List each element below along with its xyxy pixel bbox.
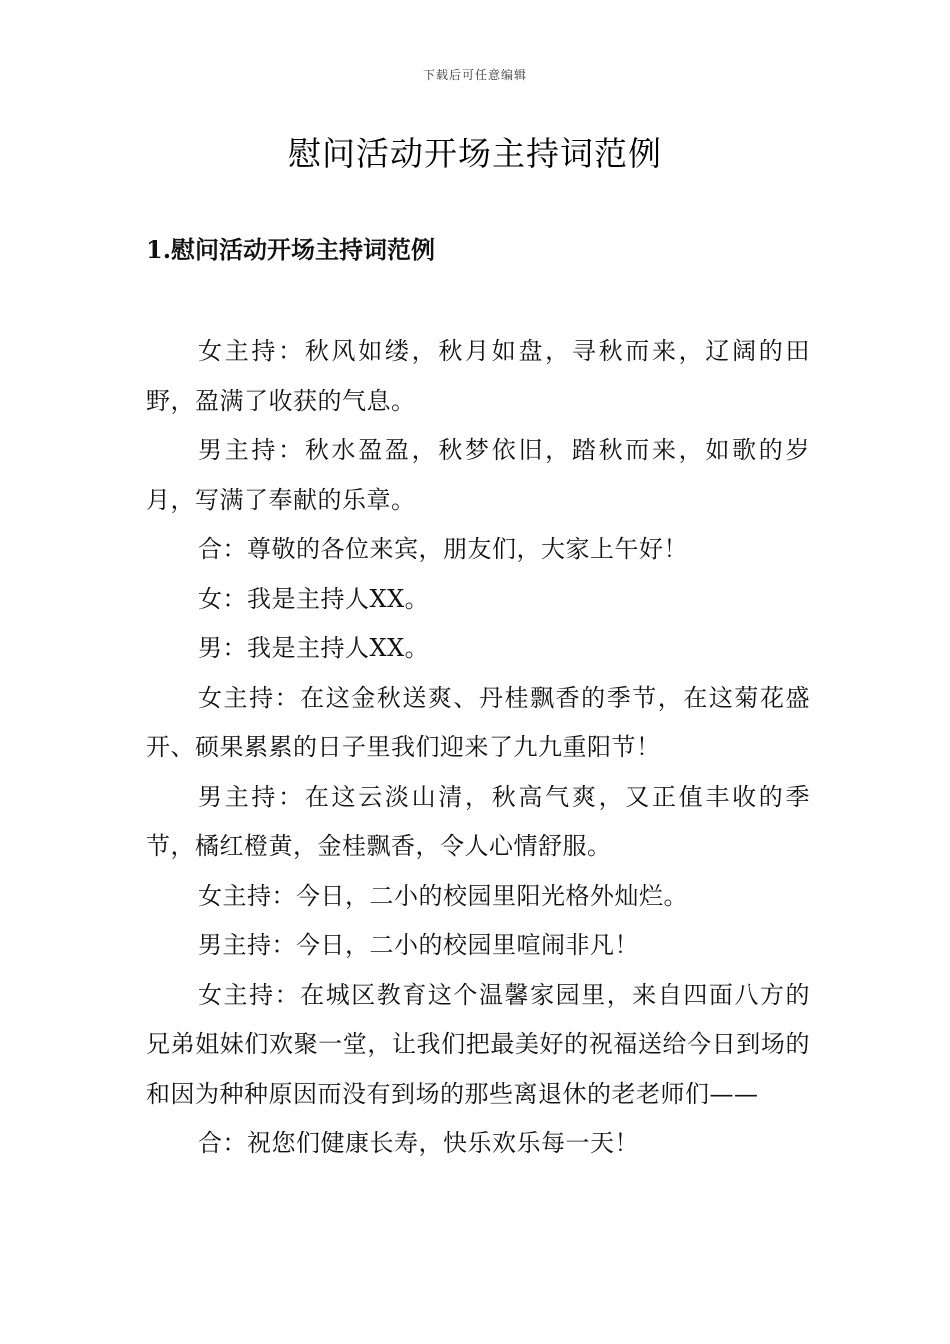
- paragraph: 女主持：今日，二小的校园里阳光格外灿烂。: [198, 881, 688, 910]
- paragraph: 男主持：在这云淡山清，秋高气爽，又正值丰收的季节，橘红橙黄，金桂飘香，令人心情舒服。: [146, 782, 810, 860]
- paragraph: 女主持：秋风如缕，秋月如盘，寻秋而来，辽阔的田野，盈满了收获的气息。: [146, 337, 810, 415]
- section-heading: 1.慰问活动开场主持词范例: [146, 235, 436, 264]
- paragraph: 男主持：今日，二小的校园里喧闹非凡！: [198, 931, 639, 959]
- paragraph: 女：我是主持人XX。: [198, 584, 430, 613]
- document-body: [146, 327, 810, 1169]
- header-note: 下载后可任意编辑: [422, 68, 527, 82]
- document-title: 慰问活动开场主持词范例: [288, 134, 662, 173]
- paragraph: 男主持：秋水盈盈，秋梦依旧，踏秋而来，如歌的岁月，写满了奉献的乐章。: [146, 436, 810, 514]
- paragraph: 女主持：在城区教育这个温馨家园里，来自四面八方的兄弟姐妹们欢聚一堂，让我们把最美好的祝福送给今日到场的和因为种种原因而没有到场的那些离退休的老老师们——: [146, 980, 810, 1108]
- paragraph: 男：我是主持人XX。: [198, 634, 430, 662]
- paragraph: 女主持：在这金秋送爽、丹桂飘香的季节，在这菊花盛开、硕果累累的日子里我们迎来了九九重阳节！: [146, 683, 810, 761]
- paragraph: 合：祝您们健康长寿，快乐欢乐每一天！: [198, 1129, 639, 1157]
- paragraph: 合：尊敬的各位来宾，朋友们，大家上午好！: [198, 535, 688, 563]
